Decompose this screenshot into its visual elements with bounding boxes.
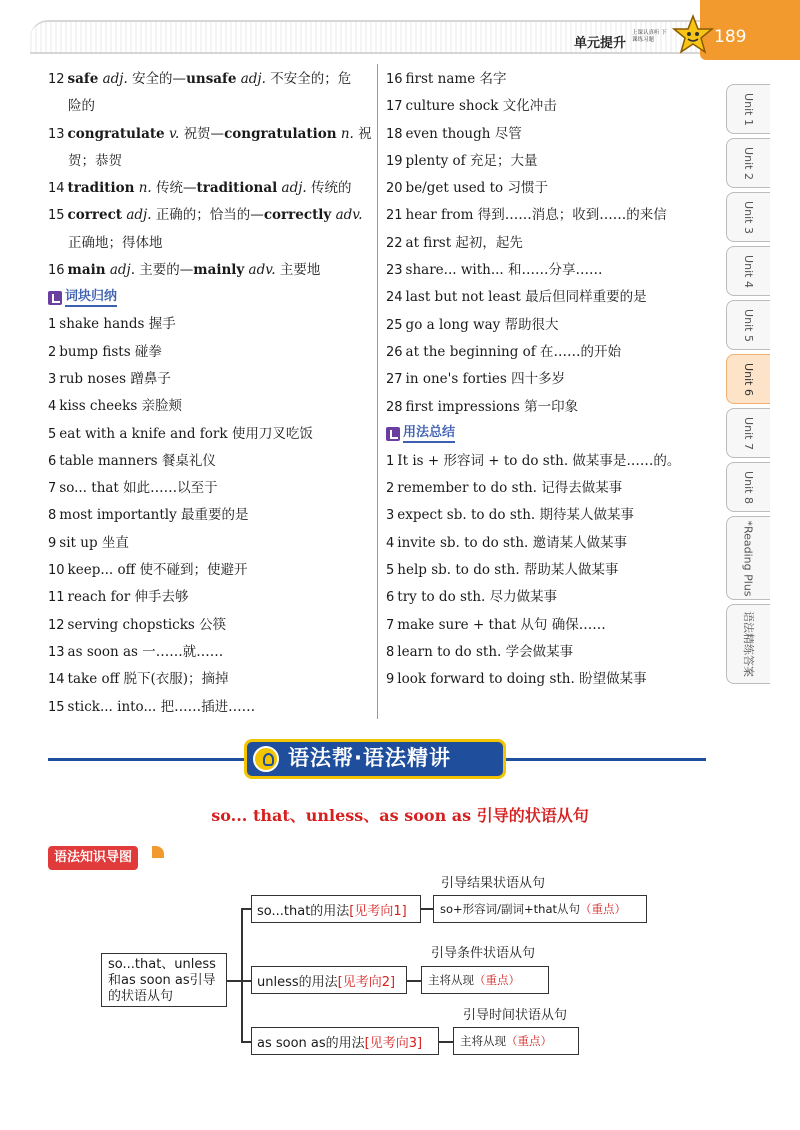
item-number: 3 xyxy=(386,508,395,524)
item-number: 15 xyxy=(48,699,65,715)
phrase-item xyxy=(386,93,702,120)
page-number: 189 xyxy=(714,27,747,47)
grammar-subtitle: so... that、unless、as soon as 引导的状语从句 xyxy=(211,806,589,825)
phrase-item xyxy=(48,393,370,420)
item-text: eat with a knife and fork 使用刀叉吃饭 xyxy=(59,425,313,442)
phrase-item xyxy=(386,366,702,393)
branch-as-soon-as xyxy=(251,1027,439,1055)
item-number: 7 xyxy=(386,617,395,633)
star-mascot-icon xyxy=(672,14,714,56)
item-text: look forward to doing sth. 盼望做某事 xyxy=(397,671,647,688)
item-text: so... that 如此……以至于 xyxy=(59,480,218,497)
item-text: in one's forties 四十多岁 xyxy=(405,371,566,388)
headword: main xyxy=(67,262,106,279)
item-number: 6 xyxy=(48,453,57,469)
item-text: help sb. to do sth. 帮助某人做某事 xyxy=(397,562,619,579)
unit-tab-label: Unit 7 xyxy=(741,416,755,450)
item-text: first impressions 第一印象 xyxy=(405,398,579,415)
meaning: 正确的；恰当的— xyxy=(155,207,264,224)
entry-number: 16 xyxy=(48,263,65,279)
item-number: 26 xyxy=(386,344,403,360)
usage-item xyxy=(386,666,702,693)
item-text: first name 名字 xyxy=(405,71,507,87)
item-text: stick... into... 把……插进…… xyxy=(67,698,256,715)
item-number: 23 xyxy=(386,263,403,279)
key-point-badge: （重点） xyxy=(506,1034,552,1048)
branch-reference: [见考向3] xyxy=(364,1036,423,1051)
header-title: 单元提升 xyxy=(574,36,627,51)
item-text: at first 起初，起先 xyxy=(405,234,523,251)
grammar-banner-title: 语法帮·语法精讲 xyxy=(288,746,451,770)
item-text: rub noses 蹭鼻子 xyxy=(59,370,171,387)
item-text: share... with... 和……分享…… xyxy=(405,262,603,279)
map-label-accent xyxy=(152,846,164,858)
item-text: remember to do sth. 记得去做某事 xyxy=(397,480,623,497)
part-of-speech: v. xyxy=(168,125,180,142)
item-number: 3 xyxy=(48,371,57,387)
item-number: 14 xyxy=(48,672,65,688)
branch-label: so...that的用法 xyxy=(257,904,350,919)
item-number: 20 xyxy=(386,181,403,197)
item-text: make sure + that 从句 确保…… xyxy=(397,616,606,633)
word-entry-continuation: 险的 xyxy=(68,98,95,115)
item-text: take off 脱下(衣服)；摘掉 xyxy=(67,671,229,688)
unit-tab-4[interactable] xyxy=(726,246,770,296)
phrase-item xyxy=(48,694,370,721)
phrase-item xyxy=(48,311,370,338)
phrase-item xyxy=(386,148,702,175)
item-number: 10 xyxy=(48,563,65,579)
word-entry-continuation: 贺；恭贺 xyxy=(68,152,122,169)
part-of-speech: adv. xyxy=(335,207,363,224)
mind-map-root: so...that、unless和as soon as引导的状语从句 xyxy=(101,953,227,1007)
unit-tab-label: Unit 6 xyxy=(741,362,755,396)
word-entry xyxy=(48,66,370,93)
phrase-item xyxy=(48,557,370,584)
usage-item xyxy=(386,584,702,611)
right-column xyxy=(386,66,702,694)
connector xyxy=(439,1041,453,1043)
page-header xyxy=(0,0,800,62)
item-text: It is + 形容词 + to do sth. 做某事是……的。 xyxy=(397,452,681,469)
meaning: 主要的— xyxy=(139,262,194,279)
item-text: plenty of 充足；大量 xyxy=(405,152,538,169)
unit-tab-label: Unit 8 xyxy=(741,470,755,504)
meaning: 安全的— xyxy=(132,71,187,87)
phrase-item xyxy=(386,202,702,229)
derived-word: mainly xyxy=(193,262,245,279)
phrase-item xyxy=(48,421,370,448)
item-text: expect sb. to do sth. 期待某人做某事 xyxy=(397,507,634,524)
connector xyxy=(241,1041,251,1043)
item-text: invite sb. to do sth. 邀请某人做某事 xyxy=(397,534,628,551)
branch-reference: [见考向1] xyxy=(349,904,407,919)
item-number: 27 xyxy=(386,372,403,388)
derived-word: traditional xyxy=(196,180,278,197)
phrase-section-title: 词块归纳 xyxy=(65,289,117,307)
item-text: as soon as 一……就…… xyxy=(67,643,224,660)
unit-tab-label: Unit 2 xyxy=(741,146,755,180)
unit-tab-3[interactable] xyxy=(726,192,770,242)
item-number: 25 xyxy=(386,317,403,333)
phrase-item xyxy=(48,639,370,666)
item-number: 6 xyxy=(386,590,395,606)
banner-rule-right xyxy=(506,758,706,761)
phrase-item xyxy=(48,666,370,693)
headword: congratulate xyxy=(67,125,165,142)
item-number: 7 xyxy=(48,481,57,497)
item-text: keep... off 使不碰到；使避开 xyxy=(67,562,248,579)
word-family-list xyxy=(48,66,370,284)
usage-section-heading xyxy=(386,421,702,448)
left-column xyxy=(48,66,370,721)
item-number: 24 xyxy=(386,290,403,306)
item-text: table manners 餐桌礼仪 xyxy=(59,452,216,469)
headword: tradition xyxy=(67,180,135,197)
branch-detail xyxy=(453,1027,579,1055)
derived-word: correctly xyxy=(263,207,332,224)
item-text: culture shock 文化冲击 xyxy=(405,98,557,115)
branch-caption: 引导条件状语从句 xyxy=(431,946,536,961)
derived-word: congratulation xyxy=(224,125,337,142)
phrase-item xyxy=(48,502,370,529)
unit-tab-label: Unit 3 xyxy=(741,200,755,234)
branch-label: unless的用法 xyxy=(257,975,338,990)
usage-item xyxy=(386,530,702,557)
word-entry xyxy=(48,175,370,202)
item-number: 19 xyxy=(386,153,403,169)
key-point-badge: （重点） xyxy=(474,973,520,987)
phrase-item xyxy=(48,448,370,475)
usage-section-title: 用法总结 xyxy=(403,425,455,443)
phrase-item xyxy=(386,312,702,339)
header-subtitle: 上课认真听 下课练习题 xyxy=(632,30,667,43)
section-icon xyxy=(48,291,62,305)
item-text: kiss cheeks 亲脸颊 xyxy=(59,398,183,415)
meaning: 祝贺— xyxy=(183,125,225,142)
item-text: most importantly 最重要的是 xyxy=(59,507,249,524)
item-text: hear from 得到……消息；收到……的来信 xyxy=(405,207,667,224)
word-entry-continuation: 正确地；得体地 xyxy=(68,234,163,251)
derived-word: unsafe xyxy=(186,71,237,87)
unit-tab-8[interactable] xyxy=(726,462,770,512)
phrase-item xyxy=(386,175,702,202)
item-text: at the beginning of 在……的开始 xyxy=(405,343,622,360)
branch-unless xyxy=(251,966,407,994)
connector xyxy=(407,980,421,982)
mind-map-label: 语法知识导图 xyxy=(48,846,138,870)
item-text: reach for 伸手去够 xyxy=(67,589,189,606)
phrase-item xyxy=(386,257,702,284)
item-number: 1 xyxy=(48,317,57,333)
branch-detail xyxy=(433,895,647,923)
part-of-speech: adj. xyxy=(240,71,266,87)
connector xyxy=(241,908,251,910)
branch-detail xyxy=(421,966,549,994)
part-of-speech: adj. xyxy=(109,262,135,279)
unit-tab-5[interactable] xyxy=(726,300,770,350)
unit-tab-1[interactable] xyxy=(726,84,770,134)
part-of-speech: adj. xyxy=(102,71,128,87)
item-number: 17 xyxy=(386,99,403,115)
phrase-item xyxy=(48,475,370,502)
key-point-badge: （重点） xyxy=(580,902,627,916)
part-of-speech: adv. xyxy=(248,262,276,279)
item-text: learn to do sth. 学会做某事 xyxy=(397,643,574,660)
usage-list xyxy=(386,448,702,694)
phrase-item xyxy=(386,284,702,311)
unit-tab-6[interactable] xyxy=(726,354,770,404)
usage-item xyxy=(386,502,702,529)
unit-tab-label: Unit 4 xyxy=(741,254,755,288)
item-number: 13 xyxy=(48,644,65,660)
unit-tab-7[interactable] xyxy=(726,408,770,458)
item-number: 5 xyxy=(386,563,395,579)
phrase-item xyxy=(386,394,702,421)
item-number: 9 xyxy=(48,535,57,551)
part-of-speech: n. xyxy=(340,125,354,142)
phrase-item xyxy=(386,230,702,257)
connector xyxy=(241,980,251,982)
branch-caption: 引导时间状语从句 xyxy=(463,1008,568,1023)
item-text: serving chopsticks 公筷 xyxy=(67,616,227,633)
item-text: bump fists 碰拳 xyxy=(59,343,162,360)
item-number: 21 xyxy=(386,208,403,224)
detail-text: 主将从现 xyxy=(428,973,474,987)
lightbulb-icon xyxy=(253,746,279,772)
usage-item xyxy=(386,639,702,666)
item-number: 16 xyxy=(386,72,403,87)
phrase-item xyxy=(386,121,702,148)
phrase-item xyxy=(386,66,702,93)
item-text: go a long way 帮助很大 xyxy=(405,316,559,333)
entry-number: 14 xyxy=(48,181,65,197)
item-text: shake hands 握手 xyxy=(59,316,176,333)
item-text: last but not least 最后但同样重要的是 xyxy=(405,289,647,306)
unit-tab-label: Unit 1 xyxy=(741,92,755,126)
detail-text: 主将从现 xyxy=(460,1034,506,1048)
connector xyxy=(227,980,241,982)
entry-number: 13 xyxy=(48,126,65,142)
branch-so-that xyxy=(251,895,421,923)
part-of-speech: n. xyxy=(138,180,152,197)
meaning: 不安全的；危 xyxy=(270,71,352,87)
item-number: 8 xyxy=(48,508,57,524)
item-number: 28 xyxy=(386,399,403,415)
item-number: 18 xyxy=(386,126,403,142)
meaning: 传统的 xyxy=(311,180,352,197)
item-number: 2 xyxy=(386,481,395,497)
part-of-speech: adj. xyxy=(281,180,307,197)
part-of-speech: adj. xyxy=(126,207,152,224)
item-number: 5 xyxy=(48,426,57,442)
item-number: 22 xyxy=(386,235,403,251)
unit-tab-strip xyxy=(726,84,770,688)
column-divider xyxy=(377,64,378,719)
item-text: be/get used to 习惯于 xyxy=(405,180,548,197)
meaning: 传统— xyxy=(156,180,197,197)
usage-item xyxy=(386,448,702,475)
branch-reference: [见考向2] xyxy=(337,975,396,990)
item-number: 1 xyxy=(386,453,395,469)
unit-tab-2[interactable] xyxy=(726,138,770,188)
entry-number: 15 xyxy=(48,208,65,224)
word-entry xyxy=(48,202,370,229)
item-text: try to do sth. 尽力做某事 xyxy=(397,589,558,606)
phrase-item xyxy=(48,612,370,639)
section-icon xyxy=(386,427,400,441)
phrase-item xyxy=(48,584,370,611)
unit-tab-9[interactable] xyxy=(726,516,770,600)
unit-tab-label: Unit 5 xyxy=(741,308,755,342)
unit-tab-label: *Reading Plus xyxy=(742,519,756,597)
banner-rule-left xyxy=(48,758,244,761)
phrase-section-heading xyxy=(48,284,370,311)
headword: correct xyxy=(67,207,123,224)
item-number: 2 xyxy=(48,344,57,360)
phrase-list-left xyxy=(48,311,370,720)
unit-tab-label: 语法精练答案 xyxy=(741,611,755,677)
meaning: 主要地 xyxy=(279,262,321,279)
word-entry xyxy=(48,257,370,284)
phrase-item xyxy=(48,530,370,557)
usage-item xyxy=(386,557,702,584)
connector xyxy=(241,908,243,1042)
detail-text: so+形容词/副词+that从句 xyxy=(440,902,581,916)
item-number: 4 xyxy=(386,535,395,551)
entry-number: 12 xyxy=(48,72,65,87)
branch-label: as soon as的用法 xyxy=(257,1036,365,1051)
item-text: even though 尽管 xyxy=(405,125,522,142)
unit-tab-10[interactable] xyxy=(726,604,770,684)
branch-caption: 引导结果状语从句 xyxy=(441,876,546,891)
usage-item xyxy=(386,475,702,502)
phrase-item xyxy=(386,339,702,366)
item-number: 9 xyxy=(386,672,395,688)
item-number: 12 xyxy=(48,617,65,633)
connector xyxy=(421,908,433,910)
item-number: 11 xyxy=(48,590,65,606)
phrase-item xyxy=(48,339,370,366)
headword: safe xyxy=(67,71,99,87)
phrase-item xyxy=(48,366,370,393)
meaning: 祝 xyxy=(358,125,372,142)
word-entry xyxy=(48,121,370,148)
item-number: 4 xyxy=(48,399,57,415)
item-number: 8 xyxy=(386,644,395,660)
usage-item xyxy=(386,612,702,639)
item-text: sit up 坐直 xyxy=(59,534,129,551)
phrase-list-right xyxy=(386,66,702,421)
